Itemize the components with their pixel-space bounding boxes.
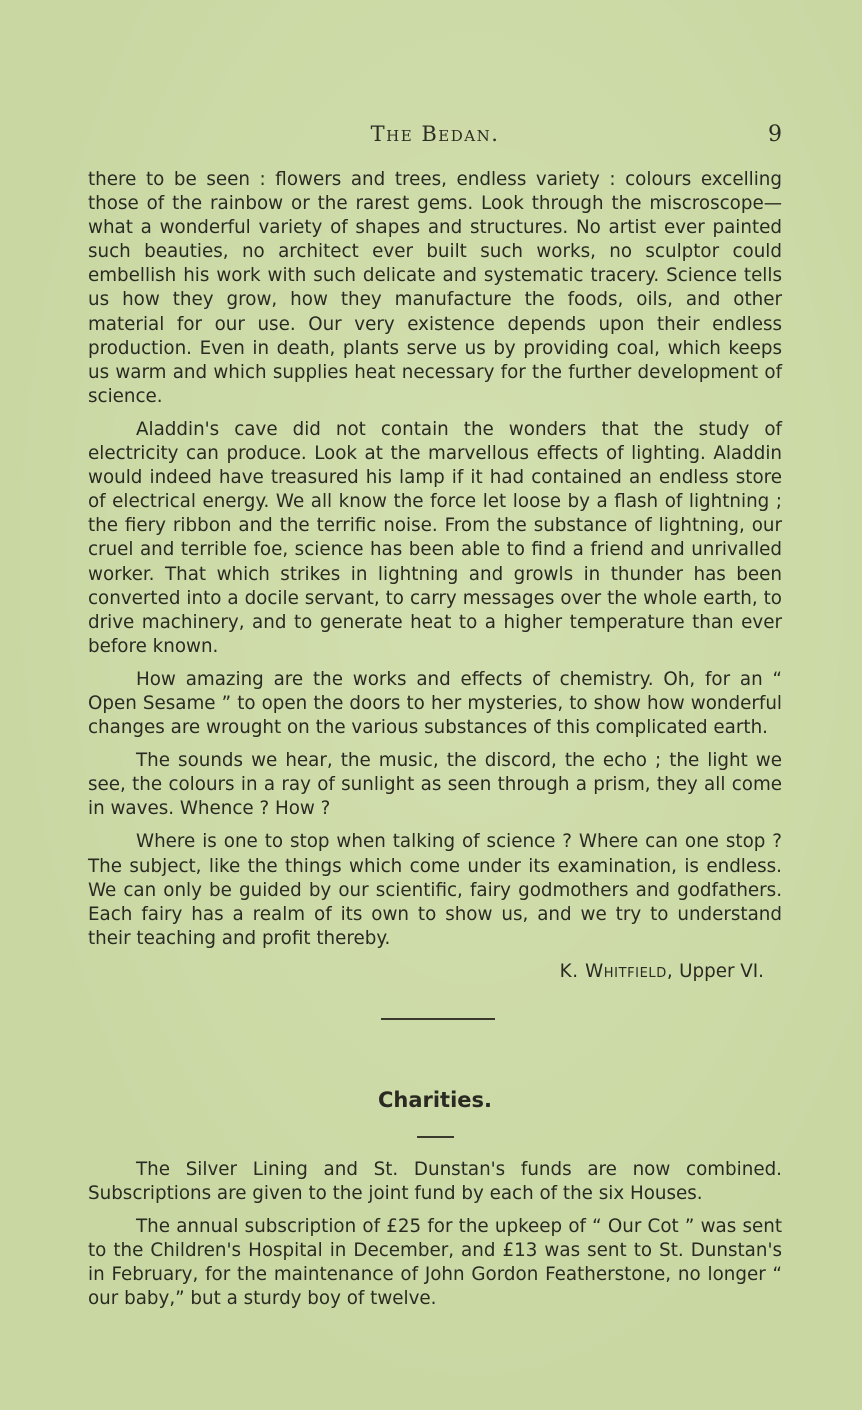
heading-rule	[417, 1136, 454, 1138]
page-number: 9	[768, 122, 782, 147]
article-paragraph: How amazing are the works and effects of chemistry. Oh, for an “ Open Sesame ” to open the doors to her mysteries, to show how wonderful changes are wrought on the various substances of this complicated earth.	[88, 668, 782, 739]
article-paragraph: The sounds we hear, the music, the discord, the echo ; the light we see, the colours in a ray of sunlight as seen through a prism, they all come in waves. Whence ? How ?	[88, 750, 782, 820]
article-paragraph: Where is one to stop when talking of science ? Where can one stop ? The subject, like the things which come under its examination, is endless. We can only be guided by our scientific, fairy godmothers and godfathers. Each fairy has a realm of its own to show us, and we try to understand their teaching and profit thereby.	[88, 831, 782, 949]
running-head	[88, 122, 782, 152]
charities-paragraph: The Silver Lining and St. Dunstan's funds are now combined. Subscriptions are given to the joint fund by each of the six Houses.	[88, 1159, 782, 1205]
author-signature	[88, 960, 782, 984]
article-paragraph: Aladdin's cave did not contain the wonders that the study of electricity can produce. Look at the marvellous effects of lighting. Aladdin would indeed have treasured his lamp if it had contained an endless store of electrical energy. We all know the force let loose by a flash of lightning ; the fiery ribbon and the terrific noise. From the substance of lightning, our cruel and terrible foe, science has been able to find a friend and unrivalled worker. That which strikes in lightning and growls in thunder has been converted into a docile servant, to carry messages over the whole earth, to drive machinery, and to generate heat to a higher temperature than ever before known.	[88, 418, 782, 657]
author-name: K. Whitfield,	[559, 960, 674, 982]
charities-body	[88, 1158, 782, 1321]
author-form: Upper VI.	[673, 960, 764, 982]
section-divider	[381, 1018, 495, 1020]
running-title: The Bedan.	[370, 122, 500, 146]
article-paragraph: there to be seen : flowers and trees, endless variety : colours excelling those of the rainbow or the rarest gems. Look through the miscroscope—what a wonderful variety of shapes and structures. No artist ever painted such beauties, no architect ever built such works, no sculptor could embellish his work with such delicate and systematic tracery. Science tells us how they grow, how they manufacture the foods, oils, and other material for our use. Our very existence depends upon their endless production. Even in death, plants serve us by providing coal, which keeps us warm and which supplies heat necessary for the further development of science.	[88, 169, 782, 407]
article-body	[88, 168, 782, 984]
charities-paragraph: The annual subscription of £25 for the upkeep of “ Our Cot ” was sent to the Children's Hospital in December, and £13 was sent to St. Dunstan's in February, for the maintenance of John Gordon Featherstone, no longer “ our baby,” but a sturdy boy of twelve.	[88, 1216, 782, 1310]
section-heading-charities: Charities.	[377, 1088, 493, 1112]
